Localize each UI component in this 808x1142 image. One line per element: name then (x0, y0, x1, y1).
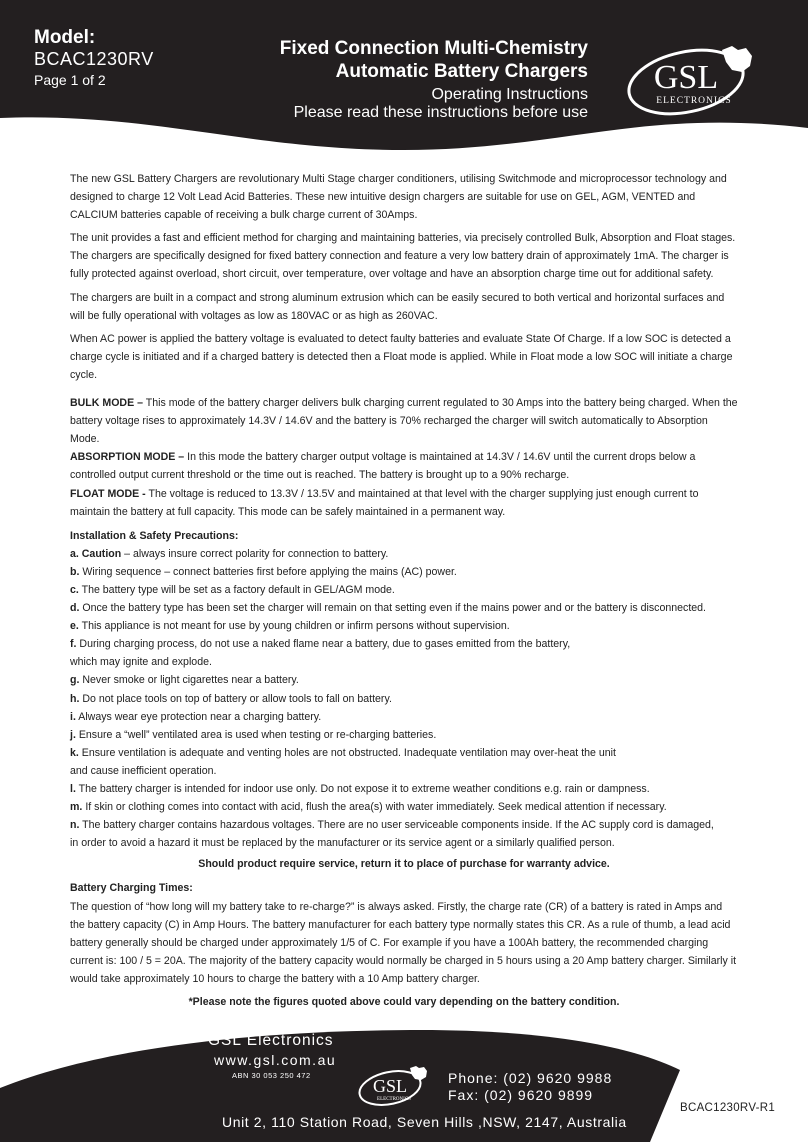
safety-item-h: h. Do not place tools on top of battery or allow tools to fall on battery. (70, 692, 392, 705)
safety-item-j: j. Ensure a “well” ventilated area is used when testing or re-charging batteries. (70, 728, 437, 741)
footer-logo-text: GSL (372, 1076, 408, 1096)
document-body (70, 170, 738, 1011)
absorption-mode-label: ABSORPTION MODE – (70, 451, 185, 464)
float-mode-text: The voltage is reduced to 13.3V / 13.5V and maintained at that level with the charger supplying just enough current to maintain the battery at full capacity. This mode can be safely maintained in a permanent way. (70, 487, 699, 518)
charging-heading: Battery Charging Times: (70, 882, 193, 895)
safety-item-f-cont: which may ignite and explode. (70, 656, 212, 669)
charging-note: *Please note the figures quoted above could vary depending on the battery condition. (188, 996, 620, 1009)
intro-paragraph-4: When AC power is applied the battery voltage is evaluated to detect faulty batteries and evaluate State Of Charge. If a low SOC is detected a charge cycle is initiated and if a charged battery is detected then a Float mode is applied. While in Float mode a low SOC will initiate a charge cycle. (70, 332, 733, 381)
footer-company: GSL Electronics (208, 1032, 334, 1049)
safety-item-n-cont: in order to avoid a hazard it must be replaced by the manufacturer or its service agent or a similarly qualified person. (70, 837, 615, 850)
safety-item-c: c. The battery type will be set as a factory default in GEL/AGM mode. (70, 583, 395, 596)
safety-item-k: k. Ensure ventilation is adequate and venting holes are not obstructed. Inadequate ventilation may over-heat the unit (70, 746, 616, 759)
intro-paragraph-2: The unit provides a fast and efficient method for charging and maintaining batteries, via precisely controlled Bulk, Absorption and Float stages. The chargers are specifically designed for fixed battery connection and feature a very low battery drain of approximately 1mA. The charger is fully protected against overload, short circuit, over temperature, over voltage and have an absorption charge time out for additional safety. (70, 232, 736, 281)
logo-text: GSL (653, 59, 719, 96)
logo-subtext: ELECTRONICS (656, 96, 732, 106)
footer-address: Unit 2, 110 Station Road, Seven Hills ,NSW, 2147, Australia (222, 1114, 627, 1130)
safety-item-g: g. Never smoke or light cigarettes near a battery. (70, 674, 299, 687)
gsl-logo (624, 40, 760, 120)
bulk-mode-paragraph (70, 394, 738, 448)
safety-item-f: f. During charging process, do not use a naked flame near a battery, due to gases emitted from the battery, (70, 638, 571, 651)
page-number: Page 1 of 2 (34, 72, 106, 88)
safety-item-a: a. Caution – always insure correct polarity for connection to battery. (70, 547, 389, 560)
page-title-line1: Fixed Connection Multi-Chemistry (279, 38, 588, 59)
safety-item-e: e. This appliance is not meant for use by young children or infirm persons without supervision. (70, 620, 510, 633)
intro-paragraph-3: The chargers are built in a compact and strong aluminum extrusion which can be easily secured to both vertical and horizontal surfaces and will be fully operational with voltages as low as 180VAC or as high as 260VAC. (70, 291, 725, 322)
safety-item-m: m. If skin or clothing comes into contact with acid, flush the area(s) with water immediately. Seek medical attention if necessary. (70, 801, 667, 814)
safety-item-n: n. The battery charger contains hazardous voltages. There are no user serviceable components inside. If the AC supply cord is damaged, (70, 819, 714, 832)
safety-item-i: i. Always wear eye protection near a charging battery. (70, 710, 322, 723)
charging-paragraph: The question of “how long will my battery take to re-charge?” is always asked. Firstly, the charge rate (CR) of a battery is rated in Amps and the battery capacity (C) in Amp Hours. The battery manufacturer for each battery type normally states this CR. As a rule of thumb, a lead acid battery generally should be charged under approximately 1/5 of C. For example if you have a 100Ah battery, the recommended charging current is: 100 / 5 = 20A. The majority of the battery capacity would normally be charged in 5 hours using a 20 Amp battery charger. Similarly it would take approximately 10 hours to charge the battery with a 10 Amp battery charger. (70, 900, 737, 985)
australia-map-icon (722, 46, 752, 72)
subtitle-line1: Operating Instructions (431, 86, 588, 103)
gsl-footer-logo (356, 1064, 430, 1108)
safety-item-l: l. The battery charger is intended for indoor use only. Do not expose it to extreme weather conditions e.g. rain or dampness. (70, 783, 650, 795)
float-mode-paragraph (70, 485, 738, 521)
footer-phone: Phone: (02) 9620 9988 (448, 1070, 613, 1086)
model-label: Model: (34, 27, 96, 48)
safety-heading: Installation & Safety Precautions: (70, 529, 239, 542)
footer-logo-subtext: ELECTRONICS (377, 1097, 411, 1102)
float-mode-label: FLOAT MODE - (70, 487, 146, 500)
absorption-mode-paragraph (70, 448, 738, 484)
footer-fax: Fax: (02) 9620 9899 (448, 1087, 594, 1103)
safety-item-d: d. Once the battery type has been set the charger will remain on that setting even if the mains power and or the battery is disconnected. (70, 602, 706, 615)
subtitle-line2: Please read these instructions before use (293, 104, 588, 121)
service-notice: Should product require service, return it to place of purchase for warranty advice. (198, 858, 610, 871)
model-code: BCAC1230RV (34, 49, 154, 69)
page-title-line2: Automatic Battery Chargers (335, 61, 588, 82)
absorption-mode-text: In this mode the battery charger output voltage is maintained at 14.3V / 14.6V until the current drops below a controlled output current threshold or the time out is reached. The battery is brought up to a 90% recharge. (70, 451, 696, 482)
bulk-mode-text: This mode of the battery charger delivers bulk charging current regulated to 30 Amps into the battery being charged. When the battery voltage rises to approximately 14.3V / 14.6V and the battery is 70% recharged the charger will switch automatically to Absorption Mode. (70, 397, 738, 446)
document-code: BCAC1230RV-R1 (680, 1102, 776, 1114)
safety-item-k-cont: and cause inefficient operation. (70, 764, 217, 777)
intro-paragraph-1: The new GSL Battery Chargers are revolutionary Multi Stage charger conditioners, utilising Switchmode and microprocessor technology and designed to charge 12 Volt Lead Acid Batteries. These new intuitive design chargers are suitable for use on GEL, AGM, VENTED and CALCIUM batteries capable of receiving a bulk charge current of 30Amps. (70, 173, 727, 222)
footer-australia-icon (410, 1066, 427, 1080)
footer-abn: ABN 30 053 250 472 (232, 1071, 311, 1080)
bulk-mode-label: BULK MODE – (70, 397, 143, 410)
safety-item-b: b. Wiring sequence – connect batteries first before applying the mains (AC) power. (70, 565, 457, 578)
footer-website[interactable]: www.gsl.com.au (214, 1052, 337, 1068)
